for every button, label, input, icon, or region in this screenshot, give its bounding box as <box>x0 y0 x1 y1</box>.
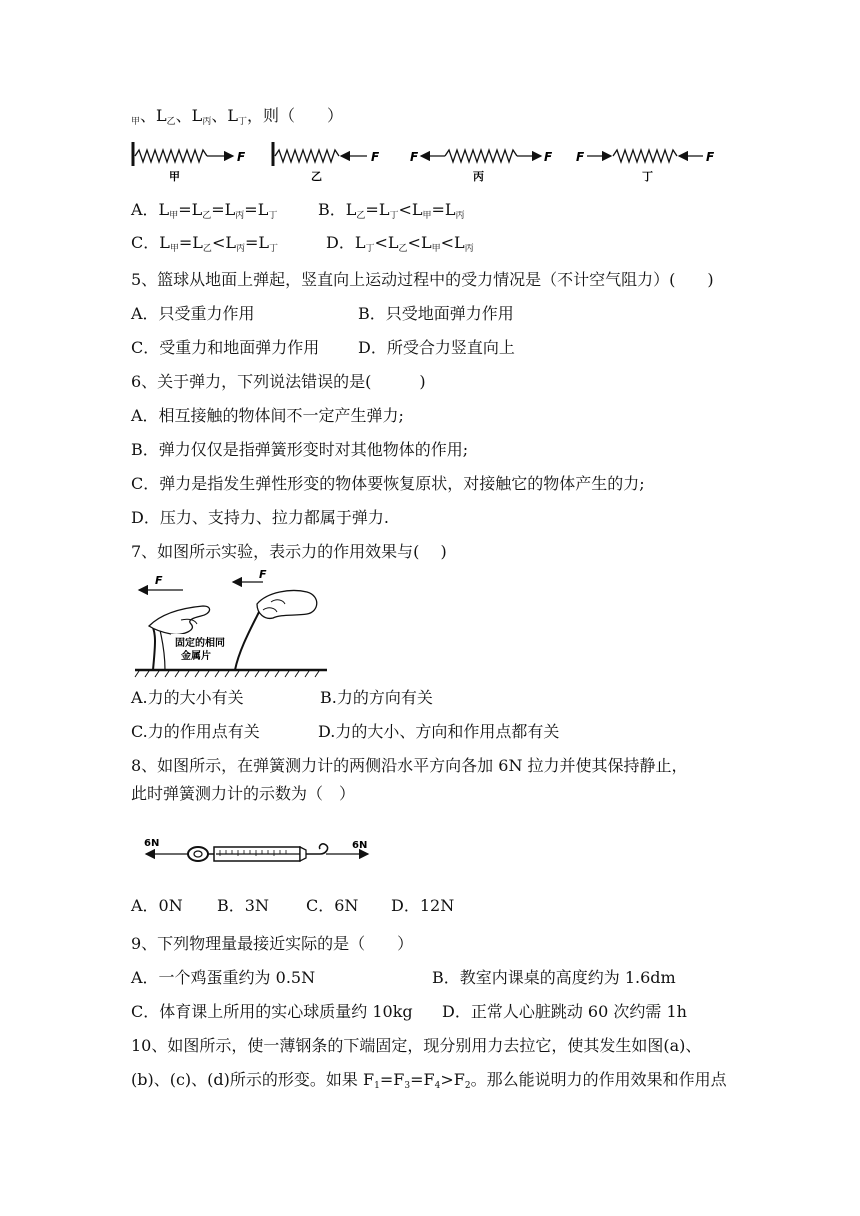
q9-option-a: A．一个鸡蛋重约为 0.5N <box>131 968 316 987</box>
q4-stem-tail: $_甲$、$L_乙$、$L_丙$、$L_丁$，则（ ） <box>131 106 343 127</box>
caption-bing: 丙 <box>473 170 484 183</box>
q8-spring-scale-figure <box>140 832 380 872</box>
q10-stem-line1: 10、如图所示，使一薄钢条的下端固定，现分别用力去拉它，使其发生如图(a)、 <box>131 1036 702 1055</box>
q6-option-d: D．压力、支持力、拉力都属于弹力. <box>131 508 389 527</box>
q8-option-b: B．3N <box>217 896 269 915</box>
force-label: F <box>576 150 585 164</box>
force-label: F <box>544 150 553 164</box>
q9-option-d: D．正常人心脏跳动 60 次约需 1h <box>442 1002 687 1021</box>
q8-option-a: A．0N <box>131 896 183 915</box>
q6-stem: 6、关于弹力，下列说法错误的是( ) <box>131 372 426 391</box>
q8-stem-line1: 8、如图所示，在弹簧测力计的两侧沿水平方向各加 6N 拉力并使其保持静止， <box>131 756 688 775</box>
q9-option-b: B．教室内课桌的高度约为 1.6dm <box>432 968 676 987</box>
right-force-label: 6N <box>352 840 368 851</box>
q6-option-a: A．相互接触的物体间不一定产生弹力; <box>131 406 404 425</box>
spring-bing <box>410 150 553 183</box>
force-label: F <box>706 150 715 164</box>
spring-jia <box>133 142 246 183</box>
q5-option-b: B．只受地面弹力作用 <box>358 304 514 323</box>
force-label: F <box>237 150 246 164</box>
q9-stem: 9、下列物理量最接近实际的是（ ） <box>131 934 414 953</box>
q4-option-a: A．$L_甲=L_乙=L_丙=L_丁$ <box>131 200 278 221</box>
caption-ding: 丁 <box>642 170 653 183</box>
q5-option-a: A．只受重力作用 <box>131 304 255 323</box>
force-label: F <box>259 568 267 581</box>
q7-option-a: A.力的大小有关 <box>131 688 244 707</box>
q4-option-d: D．$L_丁<L_乙<L_甲<L_丙$ <box>326 233 474 254</box>
force-label: F <box>410 150 419 164</box>
q7-option-d: D.力的大小、方向和作用点都有关 <box>318 722 560 741</box>
q7-stem: 7、如图所示实验，表示力的作用效果与( ) <box>131 542 447 561</box>
q4-spring-figure <box>125 138 725 186</box>
spring-ding <box>576 150 715 183</box>
q7-option-b: B.力的方向有关 <box>320 688 433 707</box>
q8-stem-line2: 此时弹簧测力计的示数为（ ） <box>131 784 356 803</box>
q9-option-c: C．体育课上所用的实心球质量约 10kg <box>131 1002 413 1021</box>
metal-strip-label-2: 金属片 <box>181 651 211 662</box>
left-force-label: 6N <box>144 838 160 849</box>
q8-option-c: C．6N <box>306 896 359 915</box>
q7-metal-strip-figure <box>131 568 331 680</box>
q5-stem: 5、篮球从地面上弹起，竖直向上运动过程中的受力情况是（不计空气阻力）( ) <box>131 270 714 289</box>
force-label: F <box>155 574 163 587</box>
caption-yi: 乙 <box>311 170 322 183</box>
q7-option-c: C.力的作用点有关 <box>131 722 260 741</box>
q5-option-c: C．受重力和地面弹力作用 <box>131 338 320 357</box>
q10-stem-line2: (b)、(c)、(d)所示的形变。如果 $F_1=F_3=F_4>F_2$。那么能说明力的作用效果和作用点 <box>131 1070 727 1091</box>
q6-option-c: C．弹力是指发生弹性形变的物体要恢复原状，对接触它的物体产生的力; <box>131 474 645 493</box>
q4-option-c: C．$L_甲=L_乙<L_丙=L_丁$ <box>131 233 279 254</box>
q6-option-b: B．弹力仅仅是指弹簧形变时对其他物体的作用; <box>131 440 469 459</box>
q5-option-d: D．所受合力竖直向上 <box>358 338 515 357</box>
spring-yi <box>273 142 380 183</box>
force-label: F <box>371 150 380 164</box>
q4-option-b: B．$L_乙=L_丁<L_甲=L_丙$ <box>318 200 465 221</box>
metal-strip-label-1: 固定的相同 <box>175 638 225 649</box>
q8-option-d: D．12N <box>391 896 455 915</box>
caption-jia: 甲 <box>169 170 180 183</box>
